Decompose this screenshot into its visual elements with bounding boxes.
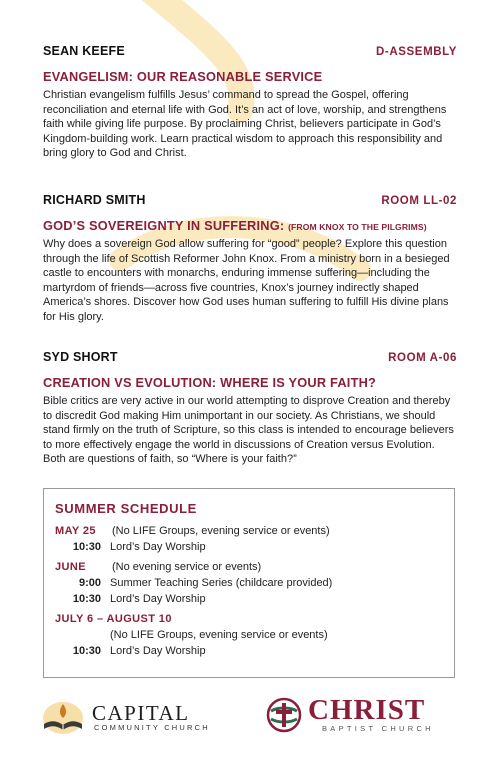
schedule-date: MAY 25 bbox=[55, 525, 96, 537]
schedule-note: (No LIFE Groups, evening service or events) bbox=[110, 629, 328, 641]
schedule-event: Lord’s Day Worship bbox=[110, 645, 206, 657]
session-1 bbox=[43, 44, 457, 161]
session-title bbox=[43, 375, 457, 390]
schedule-row-july bbox=[55, 611, 454, 627]
session-title bbox=[43, 218, 457, 233]
session-header bbox=[43, 350, 457, 368]
christ-subtitle: BAPTIST CHURCH bbox=[322, 724, 434, 733]
schedule-time: 10:30 bbox=[72, 593, 101, 605]
title-text: GOD’S SOVEREIGNTY IN SUFFERING: bbox=[43, 218, 289, 233]
christ-wordmark: CHRIST bbox=[308, 694, 426, 726]
room-label: D-ASSEMBLY bbox=[376, 46, 457, 58]
schedule-date: JUNE bbox=[55, 561, 86, 573]
schedule-item bbox=[55, 591, 454, 607]
schedule-time: 10:30 bbox=[72, 541, 101, 553]
schedule-item bbox=[55, 575, 454, 591]
session-header bbox=[43, 193, 457, 211]
schedule-note: (No LIFE Groups, evening service or events) bbox=[112, 525, 330, 537]
title-text: CREATION VS EVOLUTION: WHERE IS YOUR FAITH? bbox=[43, 375, 377, 390]
schedule-note-row bbox=[55, 627, 454, 643]
open-bible-flame-icon bbox=[40, 698, 86, 736]
session-description: Bible critics are very active in our world attempting to disprove Creation and thereby to discredit God making Him unimportant in our society. As Christians, we should stand firmly on the truth of Scripture, so this class is intended to encourage believers to more effectively engage the world in discussions of Creation versus Evolution. Both are questions of faith, so “Where is your faith?” bbox=[43, 395, 454, 465]
schedule-item bbox=[55, 643, 454, 659]
schedule-title: SUMMER SCHEDULE bbox=[55, 501, 197, 516]
session-3 bbox=[43, 350, 457, 467]
title-text: EVANGELISM: OUR REASONABLE SERVICE bbox=[43, 69, 323, 84]
capital-wordmark: CAPITAL bbox=[92, 700, 190, 725]
room-label: ROOM LL-02 bbox=[381, 195, 457, 207]
schedule-event: Summer Teaching Series (childcare provided) bbox=[110, 577, 333, 589]
summer-schedule-box bbox=[43, 488, 455, 678]
session-title bbox=[43, 69, 457, 84]
capital-subtitle: COMMUNITY CHURCH bbox=[94, 722, 210, 732]
schedule-row-june bbox=[55, 559, 454, 575]
schedule-time: 9:00 bbox=[78, 577, 101, 589]
schedule-date: JULY 6 – AUGUST 10 bbox=[55, 613, 172, 625]
schedule-event: Lord’s Day Worship bbox=[110, 541, 206, 553]
schedule-item bbox=[55, 539, 454, 555]
title-subtitle: (FROM KNOX TO THE PILGRIMS) bbox=[288, 222, 427, 232]
footer-logos bbox=[0, 690, 499, 750]
capital-community-church-logo bbox=[40, 698, 210, 736]
room-label: ROOM A-06 bbox=[388, 352, 457, 364]
schedule-note: (No evening service or events) bbox=[112, 561, 262, 573]
session-description: Why does a sovereign God allow suffering for “good” people? Explore this question through the life of Scottish Reformer John Knox. From a ministry born in a besieged castle to encounters with monarchs, enduring immense suffering—including the martyrdom of friends—across five countries, Knox’s journey indirectly shaped America’s shores. Discover how God uses human suffering to fulfill His divine plans for His glory. bbox=[43, 238, 450, 323]
schedule-time: 10:30 bbox=[72, 645, 101, 657]
session-description: Christian evangelism fulfills Jesus’ command to spread the Gospel, offering reconciliation and eternal life with God. It’s an act of love, worship, and strengthens faith while giving life purpose. By proclaiming Christ, believers participate in God’s Kingdom-building work. Learn practical wisdom to approach this responsibility and bring glory to God and Christ. bbox=[43, 89, 447, 159]
schedule-event: Lord’s Day Worship bbox=[110, 593, 206, 605]
schedule-row-may bbox=[55, 523, 454, 539]
christ-baptist-church-logo bbox=[266, 696, 434, 733]
speaker-name: SEAN KEEFE bbox=[43, 44, 125, 58]
session-header bbox=[43, 44, 457, 62]
session-2 bbox=[43, 193, 457, 324]
speaker-name: RICHARD SMITH bbox=[43, 193, 146, 207]
globe-cross-icon bbox=[266, 697, 302, 733]
speaker-name: SYD SHORT bbox=[43, 350, 118, 364]
